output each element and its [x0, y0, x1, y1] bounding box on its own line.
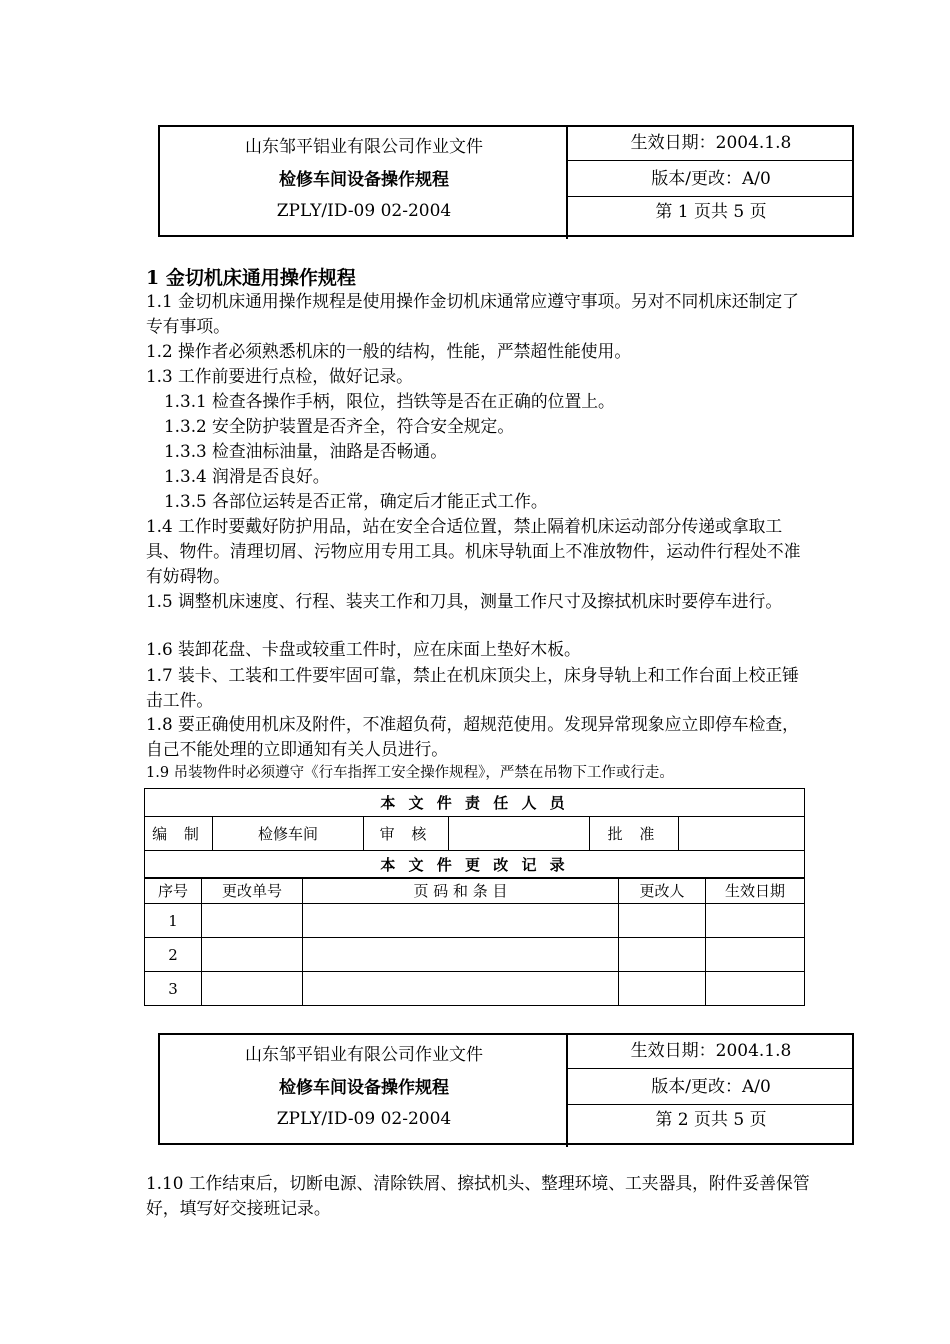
paragraph-1-10: 1.10 工作结束后，切断电源、清除铁屑、擦拭机头、整理环境、工夹器具，附件妥善保管好，填写好交接班记录。: [146, 1173, 810, 1218]
document-code: ZPLY/ID-09 02-2004: [276, 201, 452, 221]
row-order: [202, 938, 303, 972]
header-block-page1: [158, 125, 854, 237]
company-name: 山东邹平铝业有限公司作业文件: [245, 1045, 483, 1065]
table-row: [145, 938, 805, 972]
compile-value: 检修车间: [213, 817, 364, 851]
section-title: 1 金切机床通用操作规程: [146, 267, 356, 289]
header-right: [566, 125, 856, 239]
col-header-person: 更改人: [619, 878, 706, 904]
paragraph-1-3: 1.3 工作前要进行点检，做好记录。: [146, 366, 413, 386]
paragraph-1-3-2: 1.3.2 安全防护装置是否齐全，符合安全规定。: [164, 416, 515, 436]
paragraph-1-8: 1.8 要正确使用机床及附件，不准超负荷，超规范使用。发现异常现象应立即停车检查，自己不能处理的立即通知有关人员进行。: [146, 714, 799, 759]
approve-value: [679, 817, 805, 851]
row-page: [303, 972, 619, 1006]
row-person: [619, 938, 706, 972]
header-left: [160, 1035, 568, 1143]
row-no: 2: [145, 938, 202, 972]
paragraph-1-1: 1.1 金切机床通用操作规程是使用操作金切机床通常应遵守事项。另对不同机床还制定了专有事项。: [146, 291, 799, 336]
paragraph-1-7: 1.7 装卡、工装和工件要牢固可靠，禁止在机床顶尖上，床身导轨上和工作台面上校正锤击工件。: [146, 665, 799, 710]
col-header-page: 页 码 和 条 目: [303, 878, 619, 904]
row-person: [619, 904, 706, 938]
approve-label: 批 准: [590, 817, 679, 851]
row-page: [303, 904, 619, 938]
paragraph-1-9: 1.9 吊装物件时必须遵守《行车指挥工安全操作规程》，严禁在吊物下工作或行走。: [146, 765, 674, 781]
change-record-title: 本 文 件 更 改 记 录: [145, 851, 805, 879]
document-control-table: [144, 788, 805, 879]
version: 版本/更改：A/0: [568, 161, 854, 197]
page-number: 第 2 页共 5 页: [655, 1110, 767, 1130]
effective-date: 生效日期：2004.1.8: [568, 1033, 854, 1069]
row-order: [202, 904, 303, 938]
header-right: [566, 1033, 856, 1147]
paragraph-1-3-3: 1.3.3 检查油标油量，油路是否畅通。: [164, 441, 447, 461]
paragraph-1-6: 1.6 装卸花盘、卡盘或较重工件时，应在床面上垫好木板。: [146, 639, 581, 659]
company-name: 山东邹平铝业有限公司作业文件: [245, 137, 483, 157]
row-date: [706, 938, 805, 972]
change-record-table: [144, 877, 805, 1006]
review-label: 审 核: [364, 817, 449, 851]
col-header-date: 生效日期: [706, 878, 805, 904]
paragraph-1-3-5: 1.3.5 各部位运转是否正常，确定后才能正式工作。: [164, 491, 548, 511]
review-value: [449, 817, 590, 851]
document-code: ZPLY/ID-09 02-2004: [276, 1109, 452, 1129]
row-no: 1: [145, 904, 202, 938]
paragraph-1-3-1: 1.3.1 检查各操作手柄，限位，挡铁等是否在正确的位置上。: [164, 391, 615, 411]
paragraph-1-2: 1.2 操作者必须熟悉机床的一般的结构，性能，严禁超性能使用。: [146, 341, 632, 361]
header-left: [160, 127, 568, 235]
paragraph-1-3-4: 1.3.4 润滑是否良好。: [164, 466, 330, 486]
col-header-order: 更改单号: [202, 878, 303, 904]
responsibility-title: 本 文 件 责 任 人 员: [145, 789, 805, 817]
compile-label: 编 制: [145, 817, 213, 851]
row-person: [619, 972, 706, 1006]
table-row: [145, 904, 805, 938]
row-date: [706, 972, 805, 1006]
header-block-page2: [158, 1033, 854, 1145]
paragraph-1-4: 1.4 工作时要戴好防护用品，站在安全合适位置，禁止隔着机床运动部分传递或拿取工具、物件。清理切屑、污物应用专用工具。机床导轨面上不准放物件，运动件行程处不准有妨碍物。: [146, 516, 801, 586]
effective-date: 生效日期：2004.1.8: [568, 125, 854, 161]
paragraph-1-5: 1.5 调整机床速度、行程、装夹工作和刀具，测量工作尺寸及擦拭机床时要停车进行。: [146, 591, 783, 611]
col-header-no: 序号: [145, 878, 202, 904]
document-title: 检修车间设备操作规程: [279, 1078, 449, 1098]
document-title: 检修车间设备操作规程: [279, 170, 449, 190]
table-row: [145, 972, 805, 1006]
row-page: [303, 938, 619, 972]
page-number: 第 1 页共 5 页: [655, 202, 767, 222]
row-date: [706, 904, 805, 938]
version: 版本/更改：A/0: [568, 1069, 854, 1105]
row-no: 3: [145, 972, 202, 1006]
row-order: [202, 972, 303, 1006]
